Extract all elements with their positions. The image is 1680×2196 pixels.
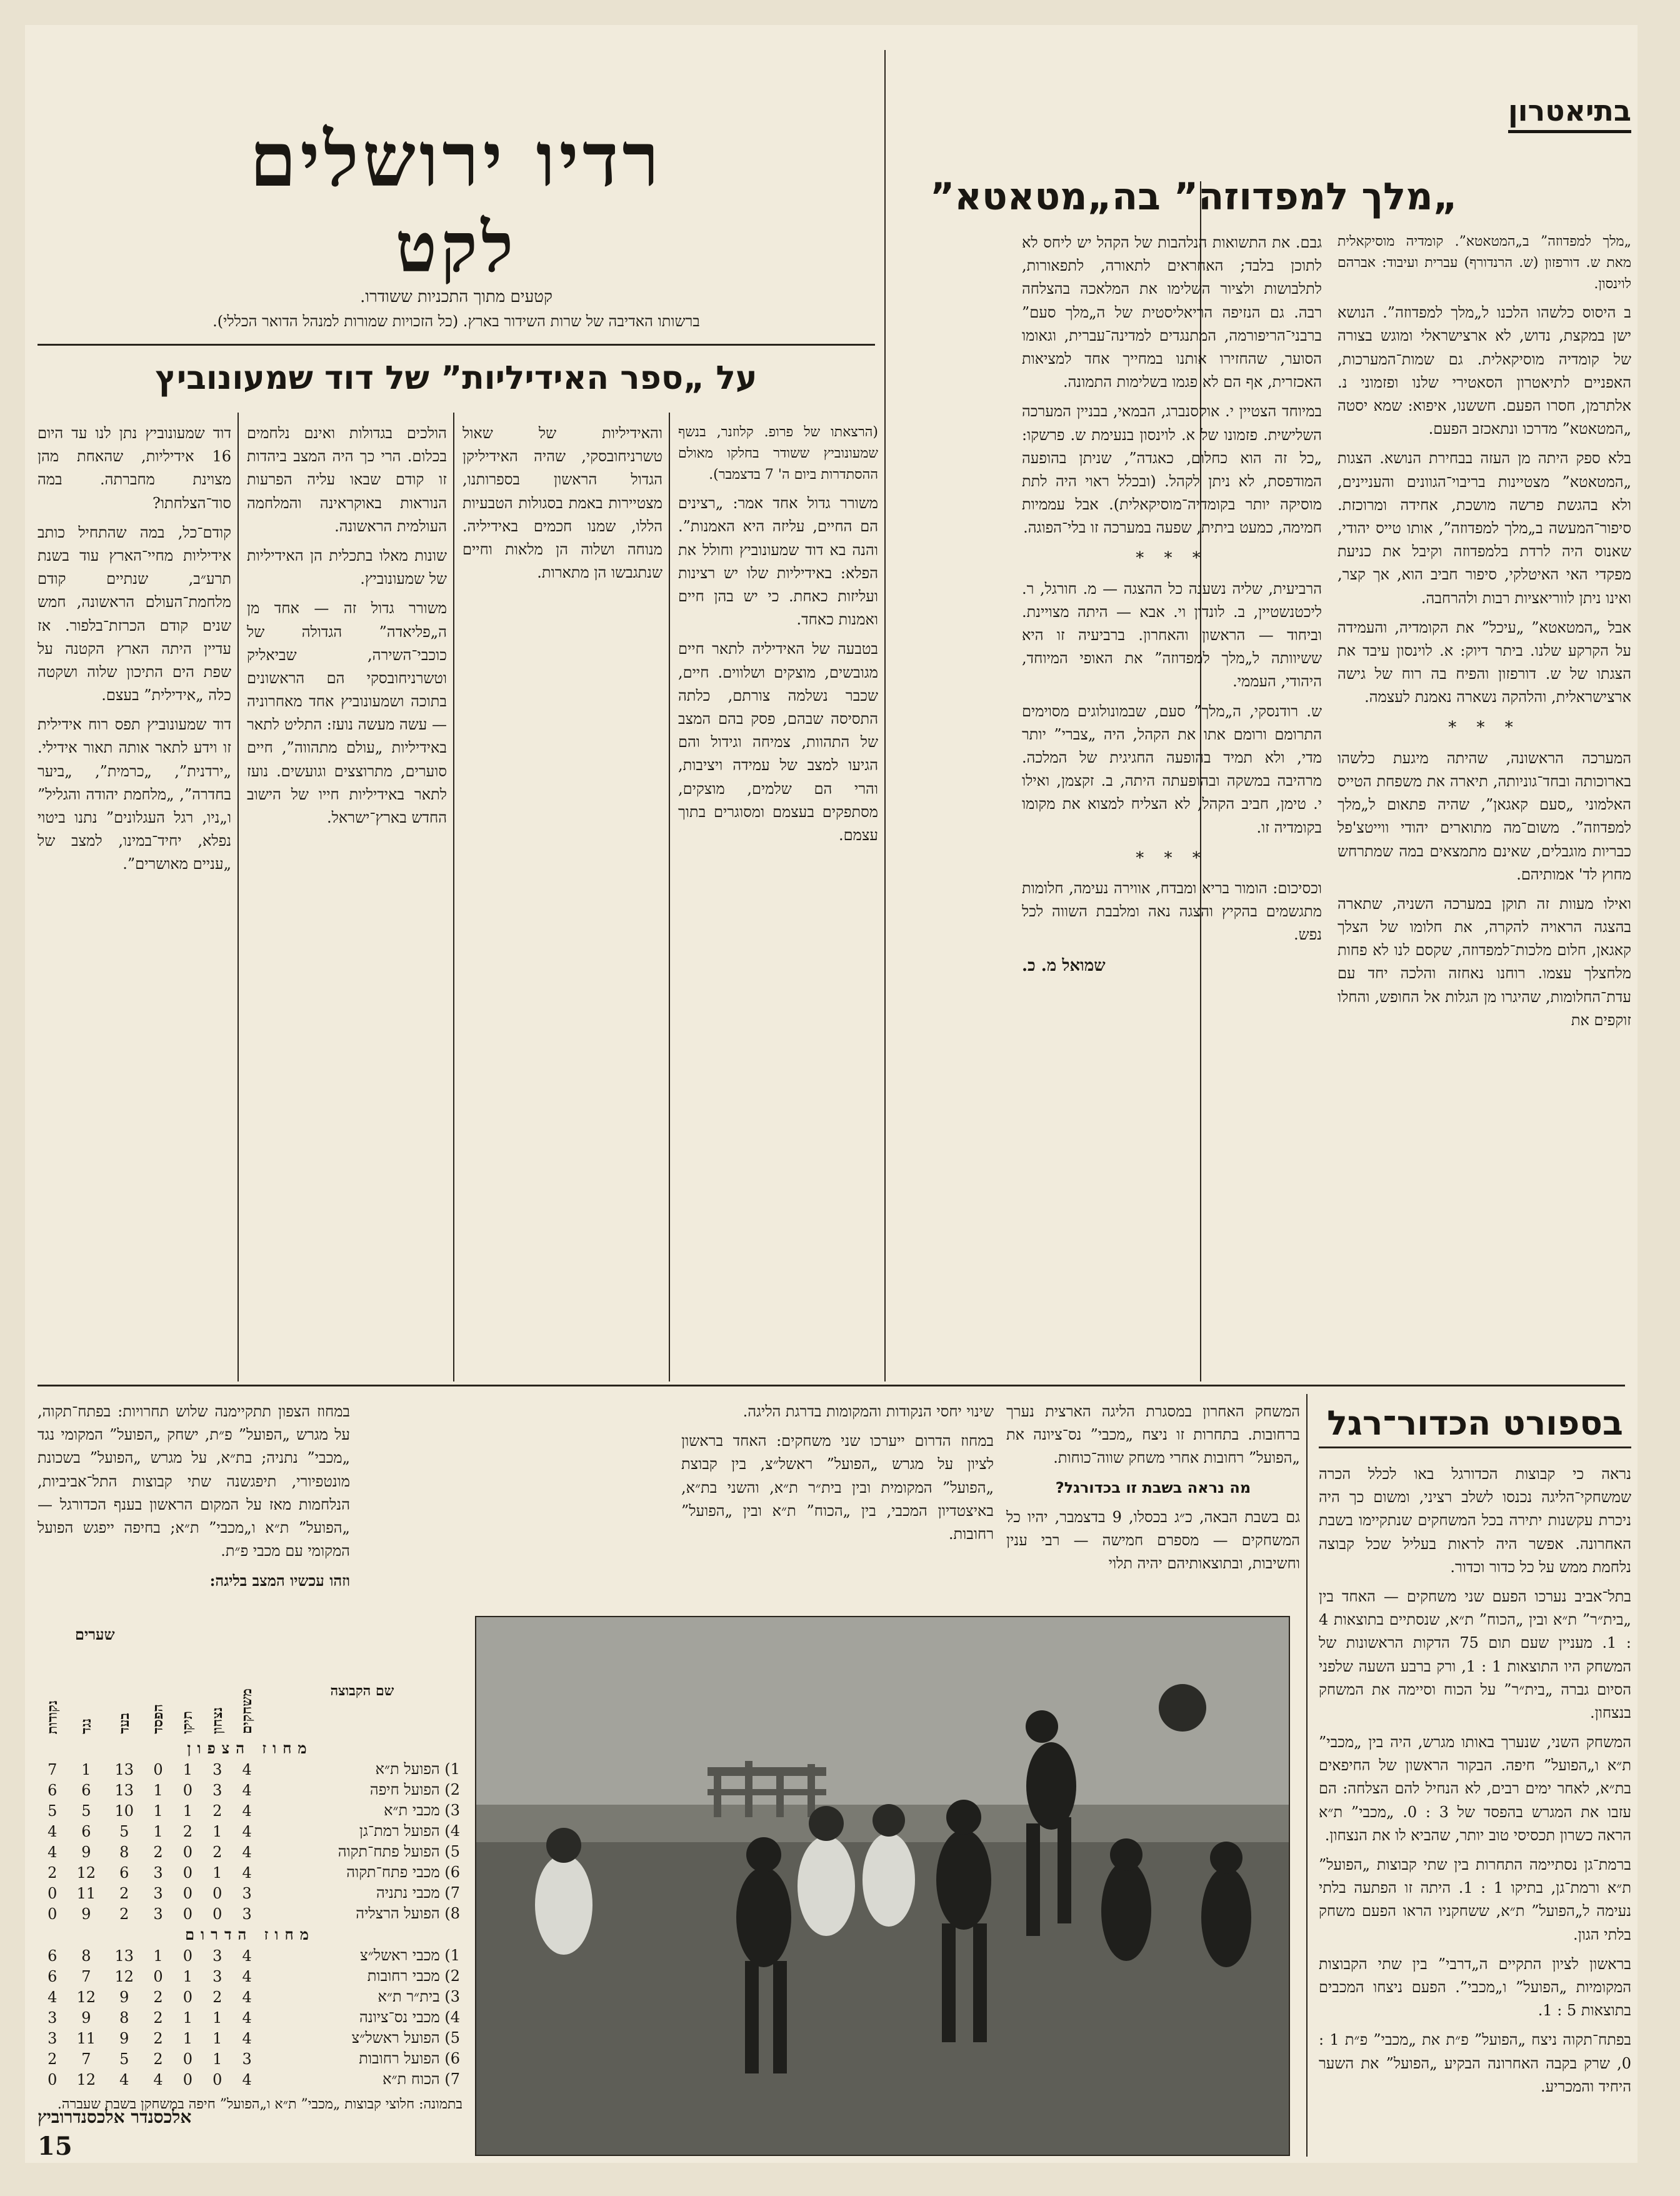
sports-preview-paragraph: במחוז הדרום ייערכו שני משחקים: האחד בראשון לציון על מגרש „הפועל” ראשל״צ, בין קבוצת „הפועל” המקומית ובין בית״ר ת״א, והשני בת״א, באיצטדיון המכבי, בין „הכוח” ת״א ובין „הפועל” רחובות. (681, 1432, 994, 1543)
team-stat: 5 (48, 1802, 58, 1820)
team-stat: 1 (212, 1822, 222, 1840)
team-stat: 13 (114, 1760, 134, 1778)
team-stat: 0 (153, 1760, 163, 1778)
team-stat: 7 (81, 1967, 91, 1985)
team-stat: 6 (48, 1781, 58, 1799)
football-match-photo (475, 1616, 1290, 2156)
theatre-credits: „מלך למפדוזה” ב„המטאטא”. קומדיה מוסיקאלית מאת ש. דורפזון (ש. הרנדורף) עברית ועיבוד: אברהם לוינסון. (1338, 234, 1631, 293)
team-stat: 3 (212, 1781, 222, 1799)
team-stat: 13 (114, 1947, 134, 1965)
sports-preview-paragraph: גם בשבת הבאה, כ״ג בכסלו, 9 בדצמבר, יהיו כל המשחקים — מספרם חמישה — רבי ענין וחשיבות, ובתוצאותיהם יהיה תלוי (1006, 1508, 1300, 1573)
radio-paragraph: שונות מאלו בתכלית הן האידיליות של שמעונוביץ. (247, 546, 447, 588)
team-stat: 12 (114, 1967, 134, 1985)
team-stat: 2 (119, 1884, 129, 1902)
league-team-row (38, 2007, 462, 2028)
team-stat: 4 (242, 2008, 252, 2027)
league-table (38, 1644, 462, 2090)
team-stat: 2 (153, 2008, 163, 2027)
league-team-row (38, 2069, 462, 2090)
team-stat: 13 (114, 1781, 134, 1799)
league-team-row (38, 1800, 462, 1821)
team-name: 4) הפועל רמת־גן (359, 1822, 460, 1840)
team-stat: 6 (81, 1822, 91, 1840)
team-stat: 3 (242, 1905, 252, 1923)
team-stat: 1 (153, 1822, 163, 1840)
theatre-headline: „מלך למפדוזה” בה„מטאטא” (929, 175, 1458, 219)
team-stat: 0 (182, 2050, 192, 2068)
radio-subheadline: לקט (395, 207, 518, 288)
league-team-row (38, 1842, 462, 1862)
league-table-body (38, 1738, 462, 2090)
team-stat: 3 (48, 2029, 58, 2047)
team-stat: 9 (81, 2008, 91, 2027)
team-stat: 4 (242, 1967, 252, 1985)
team-stat: 5 (119, 1822, 129, 1840)
column-divider (884, 50, 886, 1381)
team-stat: 1 (212, 1863, 222, 1882)
theatre-paragraph: בלא ספק היתה מן העזה בבחירת הנושא. הצגות „המטאטא” מצטיינות בריבוי־הגוונים והעניינים, ולא בהגשת פרשה מושכת, אחידה ומרוכזת. סיפור־המעשה ב„מלך למפדוזה”, אותו טייס יהודי, שאנוס היה לרדת בלמפדוזה וקיבל את כניעת מפקדי האי האיטלקי, סיפור חביב הוא, אך קצר, ואינו ניתן לווריאציות רבות ולהרחבה. (1338, 449, 1631, 607)
sports-column-2 (1006, 1400, 1300, 1607)
team-stat: 4 (48, 1988, 58, 2006)
team-stat: 9 (119, 2029, 129, 2047)
team-stat: 1 (182, 1760, 192, 1778)
team-stat: 1 (182, 2029, 192, 2047)
sports-headline: בספורט הכדור־רגל (1319, 1403, 1631, 1448)
sports-paragraph: בראשון לציון התקיים ה„דרבי” בין שתי הקבוצות המקומיות „הפועל” ו„מכבי”. הפעם ניצחו המכבים בתוצאות 5 : 1. (1319, 1955, 1631, 2020)
team-stat: 2 (48, 2050, 58, 2068)
league-team-row (38, 1862, 462, 1883)
team-stat: 3 (212, 1947, 222, 1965)
league-team-row (38, 1987, 462, 2007)
radio-paragraph: בטבעה של האידיליה לתאר חיים מגובשים, מוצקים ושלווים. חיים, שכבר נשלמה צורתם, כלתה התסיסה שבהם, פסק בהם המצב של התהוות, צמיחה וגידול והם הגיעו למצב של עמידה ויציבות, והרי הם שלמים, מוצקים, מסתפקים בעצמם ומסוגרים בתוך עצמם. (678, 640, 878, 844)
league-region-row (38, 1738, 462, 1759)
football-photo-illustration (476, 1617, 1289, 2155)
stat-column-header: הפסד (149, 1704, 166, 1734)
team-stat: 8 (119, 1843, 129, 1861)
league-team-row (38, 1966, 462, 1987)
team-stat: 1 (212, 2029, 222, 2047)
team-stat: 0 (182, 2070, 192, 2088)
team-stat: 3 (212, 1967, 222, 1985)
theatre-column-1 (1338, 231, 1631, 1375)
team-stat: 1 (212, 2050, 222, 2068)
team-name: 1) הפועל ת״א (375, 1760, 460, 1778)
sports-preview-paragraph: וזהו עכשיו המצב בליגה: (209, 1572, 350, 1590)
team-stat: 4 (242, 1843, 252, 1861)
team-stat: 6 (48, 1947, 58, 1965)
column-divider (1306, 1394, 1308, 2157)
stat-column-header: נצחון (209, 1707, 226, 1734)
sports-preview-paragraph: שינוי יחסי הנקודות והמקומות בדרגת הליגה. (742, 1403, 994, 1420)
team-name: 5) הפועל ראשל״צ (351, 2029, 460, 2047)
sports-preview-title: מה נראה בשבת זו בכדורגל? (1055, 1478, 1251, 1497)
team-stat: 6 (119, 1863, 129, 1882)
team-stat: 2 (212, 1802, 222, 1820)
team-stat: 3 (242, 1884, 252, 1902)
team-stat: 0 (212, 1905, 222, 1923)
radio-paragraph: קודם־כל, במה שהתחיל כותב אידיליות מחיי־הארץ עוד בשנת תרע״ב, שנתיים קודם מלחמת־העולם הראשונה, חמש שנים קודם הכרזת־בלפור. אז עדיין היתה הארץ הקטנה על שפת הים התיכון שלוה ושקטה כלה „אידילית” בעצם. (38, 523, 231, 704)
radio-permission: ברשותו האדיבה של שרות השידור בארץ. (כל הזכויות שמורות למנהל הדואר הכללי). (212, 313, 700, 330)
column-divider (669, 413, 670, 1381)
theatre-paragraph: אבל „המטאטא” „עיכל” את הקומדיה, והעמידה על הקרקע שלנו. ביתר דיוק: א. לוינסון עיבד את הצגתו של ש. דורפזון והפיח בה רוח של גישה ארצישראלית, והלהקה נשארה נאמנת לעצמה. (1338, 618, 1631, 706)
sports-column-3 (681, 1400, 994, 1607)
team-name: 3) בית״ר ת״א (378, 1988, 460, 2005)
newspaper-page (25, 25, 1638, 2163)
section-stars: * * * (1136, 549, 1208, 568)
team-stat: 2 (48, 1863, 58, 1882)
team-column-header: שם הקבוצה (330, 1683, 394, 1699)
radio-paragraph: הולכים בגדולות ואינם נלחמים בכלום. הרי כך היה המצב ביהדות זו קודם שבאו עליה הפרעות הנוראות באוקראינה והמלחמה העולמית הראשונה. (247, 424, 447, 535)
team-stat: 2 (119, 1905, 129, 1923)
radio-paragraph: והאידיליות של שאול טשרניחובסקי, שהיה האידיליקן הגדול הראשון בספרותנו, מצטיירות באמת בסגולות הטבעיות הללו, שמנו חכמים באידיליה. מנוחה ושלוה הן מלאות וחיים שנתגבשו הן מתארות. (462, 424, 662, 582)
theatre-paragraph: גבם. את התשואות הנלהבות של הקהל יש ליחס לא לתוכן בלבד; האחראים לתאורה, לתפאורות, לתלבושות ולציור השלימו את המלאכה בהצלחה רבה. גם הנזיפה הריאליסטית של ה„מלך סעם” ברבני־הריפורמה, המתנגדים למדינה־עברית, וגאומו הסוער, שהחזירו אותנו במחייך אחד למציאות האכזרית, אף הם לא פגמו בשלימות התמונה. (1022, 234, 1322, 391)
sports-paragraph: ברמת־גן נסתיימה התחרות בין שתי קבוצות „הפועל” ת״א ורמת־גן, בתיקו 1 : 1. היתה זו הפתעה בלתי נעימה ל„הפועל” ת״א, ששחקניו הראו הפעם משחק בלתי הגון. (1319, 1856, 1631, 1943)
column-divider (238, 413, 239, 1381)
team-stat: 7 (48, 1760, 58, 1778)
league-team-row (38, 1759, 462, 1780)
theatre-paragraph: וכסיכום: הומור בריא ומבדח, אווירה נעימה, חלומות מתגשמים בהקיץ והצגה נאה ומלבבת השווה לכל נפש. (1022, 880, 1322, 944)
team-stat: 3 (153, 1863, 163, 1882)
team-stat: 4 (242, 1781, 252, 1799)
team-stat: 1 (153, 1781, 163, 1799)
radio-column-1 (678, 422, 878, 1375)
team-stat: 0 (153, 1967, 163, 1985)
photo-caption: בתמונה: חלוצי קבוצות „מכבי” ת״א ו„הפועל” חיפה במשחקן בשבת שעברה. (57, 2097, 462, 2112)
team-stat: 4 (242, 1760, 252, 1778)
team-stat: 2 (153, 2029, 163, 2047)
team-stat: 4 (48, 1822, 58, 1840)
team-stat: 3 (48, 2008, 58, 2027)
team-stat: 4 (242, 2070, 252, 2088)
theatre-paragraph: במיוחד הצטיין י. אוקסנברג, הבמאי, בבניין המערכה השלישית. פזמונו של א. לוינסון בנעימת ש. פרשקו: „כל זה הוא כחלום, כאגדה”, שניתן בהופעה המודפסת, לא ניתן לקהל. (ובכלל ראוי היה לתת מוסיקה יותר בקומדיה־מוסיקאלית). אבל עממיות חמימה, כמעט ביתית, שפעה במערכה זו בלי־הפוגה. (1022, 403, 1322, 537)
sports-paragraph: המשחק האחרון במסגרת הליגה הארצית נערך ברחובות. בתחרות זו ניצח „מכבי” נס־ציונה את „הפועל” רחובות אחרי משחק שווה־כוחות. (1006, 1403, 1300, 1467)
team-stat: 4 (242, 1947, 252, 1965)
team-stat: 0 (182, 1781, 192, 1799)
team-stat: 1 (182, 1802, 192, 1820)
league-header-row (38, 1644, 462, 1738)
team-stat: 0 (182, 1884, 192, 1902)
goals-header: שערים (75, 1625, 115, 1643)
radio-headline: רדיו ירושלים (249, 116, 663, 204)
team-stat: 0 (212, 2070, 222, 2088)
team-stat: 12 (76, 2070, 96, 2088)
team-stat: 1 (212, 2008, 222, 2027)
team-stat: 3 (212, 1760, 222, 1778)
page-number: 15 (38, 2132, 72, 2161)
team-stat: 5 (81, 1802, 91, 1820)
team-name: 3) מכבי ת״א (384, 1802, 460, 1819)
team-stat: 0 (48, 1905, 58, 1923)
section-stars: * * * (1136, 848, 1208, 868)
team-stat: 6 (81, 1781, 91, 1799)
team-stat: 2 (153, 2050, 163, 2068)
team-stat: 9 (119, 1988, 129, 2006)
sports-column-4 (38, 1400, 350, 1607)
stat-column-header: נגד (78, 1718, 94, 1734)
team-stat: 9 (81, 1843, 91, 1861)
section-stars: * * * (1448, 718, 1521, 738)
team-stat: 3 (153, 1905, 163, 1923)
team-name: 4) מכבי נס־ציונה (359, 2008, 460, 2026)
radio-rule (38, 344, 875, 346)
team-stat: 0 (182, 1988, 192, 2006)
team-stat: 2 (212, 1988, 222, 2006)
team-stat: 4 (242, 2029, 252, 2047)
radio-column-2 (462, 422, 662, 1375)
team-name: 2) הפועל חיפה (369, 1781, 460, 1798)
team-stat: 12 (76, 1988, 96, 2006)
league-team-row (38, 2048, 462, 2069)
sports-paragraph: בפתח־תקוה ניצח „הפועל” פ״ת את „מכבי” פ״ת 1 : 0, שרק בקבה האחרונה הבקיע „הפועל” את השער היחיד והמכריע. (1319, 2031, 1631, 2095)
team-stat: 3 (153, 1884, 163, 1902)
team-name: 5) הפועל פתח־תקוה (338, 1843, 460, 1860)
league-team-row (38, 1821, 462, 1842)
league-region-label: מחוז הצפון (187, 1739, 313, 1757)
column-divider (453, 413, 454, 1381)
theatre-column-2 (1022, 231, 1322, 1375)
team-stat: 1 (182, 2008, 192, 2027)
radio-paragraph: משורר גדול אחד אמר: „רצינים הם החיים, עליזה היא האמנות”. והנה בא דוד שמעונוביץ וחולל את הפלא: באידיליות שלו יש רצינות ועליזות כאחת. כי יש בהן חיים ואמנות כאחד. (678, 494, 878, 629)
stat-column-header: נקודות (44, 1700, 61, 1734)
team-stat: 2 (153, 1988, 163, 2006)
team-stat: 8 (119, 2008, 129, 2027)
sports-paragraph: בתל־אביב נערכו הפעם שני משחקים — האחד בין „בית״ר” ת״א ובין „הכוח” ת״א, שנסתיים בתוצאות 4 : 1. מעניין שעם תום 75 הדקות הראשונות של המשחק היו התוצאות 1 : 1, ורק ברבע השעה שלפני הסיום גברה „בית״ר” על הכוח וסיימה את המשחק בנצחון. (1319, 1587, 1631, 1722)
team-stat: 11 (76, 1884, 96, 1902)
team-name: 2) מכבי רחובות (367, 1967, 460, 1985)
team-stat: 12 (76, 1863, 96, 1882)
league-team-row (38, 1903, 462, 1924)
team-stat: 0 (212, 1884, 222, 1902)
team-name: 7) הכוח ת״א (382, 2070, 460, 2088)
sports-signature: אלכסנדר אלכסנדרוביץ (38, 2107, 192, 2127)
team-stat: 0 (182, 1905, 192, 1923)
stat-column-header: תיקו (179, 1711, 196, 1734)
section-divider (38, 1385, 1625, 1386)
team-stat: 4 (242, 1802, 252, 1820)
team-stat: 4 (242, 1822, 252, 1840)
league-team-row (38, 1780, 462, 1800)
team-stat: 1 (81, 1760, 91, 1778)
sports-paragraph: המשחק השני, שנערך באותו מגרש, היה בין „מכבי” ת״א ו„הפועל” חיפה. הבקור הראשון של החיפאים בת״א, לאחר ימים רבים, לא הנחיל להם הצלחה: הם עזבו את המגרש בהפסד של 3 : 0. „מכבי” ת״א הראה כשרון תכסיסי טוב יותר, שהביא לו את הנצחון. (1319, 1733, 1631, 1844)
theatre-paragraph: המערכה הראשונה, שהיתה מיגעת כלשהו בארוכותה ובחד־גוניותה, תיארה את משפחת הטייס האלמוני „סעם קאגאן”, שהיה פתאום ל„מלך למפדוזה”. משום־מה מתוארים יהודי ווייטצ'פל כבריות מוגבלים, שאינם מתמצאים במה שמתרחש מחוץ לד' אמותיהם. (1338, 749, 1631, 883)
theatre-paragraph: ואילו מעוות זה תוקן במערכה השניה, שתארה בהצגה הראויה להקרה, את חלומו של הצלך קאגאן, חלום מלכות־למפדוזה, שקסם לנו לא פחות מלחצלך עצמו. רוחנו נאחזה והלכה יחד עם עדת־החלומות, שהיגרו מן הגלות אל החופש, והחלו זוקפים את (1338, 895, 1631, 1029)
team-stat: 2 (182, 1822, 192, 1840)
team-stat: 6 (48, 1967, 58, 1985)
team-stat: 0 (48, 1884, 58, 1902)
team-stat: 3 (242, 2050, 252, 2068)
league-team-row (38, 1945, 462, 1966)
team-stat: 4 (48, 1843, 58, 1861)
sports-column-1 (1319, 1463, 1631, 2157)
radio-subhead: קטעים מתוך התכניות ששודרו. (360, 288, 552, 306)
league-team-row (38, 2028, 462, 2048)
team-stat: 5 (119, 2050, 129, 2068)
theatre-paragraph: ב היסוס כלשהו הלכנו ל„מלך למפדוזה”. הנושא ישן במקצת, נדוש, לא ארצישראלי ומוגש בצורה של קומדיה מוסיקאלית. גם שמות־המערכות, האפניים לתיאטרון הסאטירי שלנו ופזמוני נ. אלתרמן, חסרו הפעם. חששנו, איפוא: שמא יסטה „המטאטא” מדרכו ונתאכזב הפעם. (1338, 304, 1631, 438)
league-region-label: מחוז הדרום (185, 1925, 315, 1943)
radio-article-title: על „ספר האידיליות” של דוד שמעונוביץ (155, 359, 758, 397)
league-standings (38, 1625, 462, 2112)
radio-paragraph: דוד שמעונוביץ תפס רוח אידילית זו וידע לתאר אותה תאור אידילי. „ירדנית”, „כרמית”, „ביער בחדרה”, „מלחמת יהודה והגליל” ו„ניו, רגל העגלונים” נתנו ביטוי נפלא, יחיד־במינו, למצב של „עניים מאושרים”. (38, 716, 231, 873)
team-stat: 2 (212, 1843, 222, 1861)
team-stat: 9 (81, 1905, 91, 1923)
radio-lecture-note: (הרצאתו של פרופ. קלוזנר, בנשף שמעונוביץ ששודר בחלקו מאולם ההסתדרות ביום ה' 7 בדצמבר). (678, 424, 878, 483)
section-tag: בתיאטרון (1508, 94, 1631, 133)
radio-paragraph: משורר גדול זה — אחד מן ה„פליאדה” הגדולה של כוכבי־השירה, שביאליק וטשרניחובסקי הם הראשונים בתוכה ושמעונוביץ אחד מאחרוניה — עשה מעשה נועז: התליט לתאר באידיליות „עולם מתהווה”, חיים סוערים, מתרוצצים וגועשים. נועז לתאר באידיליות חייו של הישוב החדש בארץ־ישראל. (247, 599, 447, 826)
team-stat: 1 (153, 1802, 163, 1820)
team-name: 6) הפועל רחובות (359, 2050, 460, 2067)
team-stat: 4 (242, 1988, 252, 2006)
radio-column-4 (38, 422, 231, 1375)
team-stat: 0 (182, 1843, 192, 1861)
stat-column-header: משחקים (239, 1688, 256, 1734)
sports-preview-paragraph: במחוז הצפון תתקיימנה שלוש תחרויות: בפתח־תקוה, על מגרש „הפועל” פ״ת, ישחק „הפועל” המקומי נגד „מכבי” נתניה; בת״א, על מגרש „הפועל” בשכונת מונטפיורי, תיפגשנה שתי קבוצות התל־אביביות, הנלחמות מאז על המקום הראשון בענף הכדורגל — „הפועל” ת״א ו„מכבי” ת״א; בחיפה ייפגש הפועל המקומי עם מכבי פ״ת. (38, 1403, 350, 1560)
team-stat: 1 (182, 1967, 192, 1985)
team-stat: 4 (242, 1863, 252, 1882)
league-team-row (38, 1883, 462, 1903)
team-stat: 4 (153, 2070, 163, 2088)
team-name: 1) מכבי ראשל״צ (360, 1947, 460, 1964)
radio-paragraph: דוד שמעונוביץ נתן לנו עד היום 16 אידיליות, שהאחת מהן מצוינת מחברתה. במה סוד־הצלחתו? (38, 424, 231, 512)
team-stat: 0 (48, 2070, 58, 2088)
team-stat: 11 (76, 2029, 96, 2047)
team-stat: 2 (153, 1843, 163, 1861)
team-name: 6) מכבי פתח־תקוה (346, 1863, 460, 1881)
team-stat: 0 (182, 1947, 192, 1965)
theatre-paragraph: ש. רודנסקי, ה„מלך” סעם, שבמונולוגים מסוימים התרומם ורומם אתו את הקהל, היה „צברי” יותר מדי, ולא תמיד בהופעה החגיגית של המלכה. מרהיבה במשקה ובהופעתה היתה, ב. זקצמן, ואילו י. טימן, חביב הקהל, לא הצליח למצוא את מקומו בקומדיה זו. (1022, 702, 1322, 836)
team-name: 8) הפועל הרצליה (356, 1905, 460, 1922)
stat-column-header: בעד (116, 1713, 132, 1734)
team-stat: 1 (153, 1947, 163, 1965)
league-region-row (38, 1924, 462, 1945)
team-stat: 10 (114, 1802, 134, 1820)
radio-column-3 (247, 422, 447, 1375)
team-stat: 8 (81, 1947, 91, 1965)
team-name: 7) מכבי נתניה (376, 1884, 460, 1902)
team-stat: 0 (182, 1863, 192, 1882)
team-stat: 4 (119, 2070, 129, 2088)
sports-paragraph: נראה כי קבוצות הכדורגל באו לכלל הכרה שמשחקי־הליגה נכנסו לשלב רציני, ומשום כך היה ניכרת עקשנות יתירה בכל המשחקים שנתקיימו בשבת האחרונה. אפשר היה לראות בעליל שכל קבוצה נלחמת ממש על כל כדור וכדור. (1319, 1465, 1631, 1576)
theatre-paragraph: הרביעית, שליה נשענה כל ההצגה — מ. חורגל, ר. ליכטנשטיין, ב. לונדון וי. אבא — היתה מצויינת. וביחוד — הראשון והאחרון. ברביעיה זו היא ששיוותה ל„מלך למפדוזה” את האופי המיוחד, היהודי, העממי. (1022, 579, 1322, 691)
team-stat: 7 (81, 2050, 91, 2068)
theatre-signature: שמואל מ. כ. (1022, 956, 1106, 975)
